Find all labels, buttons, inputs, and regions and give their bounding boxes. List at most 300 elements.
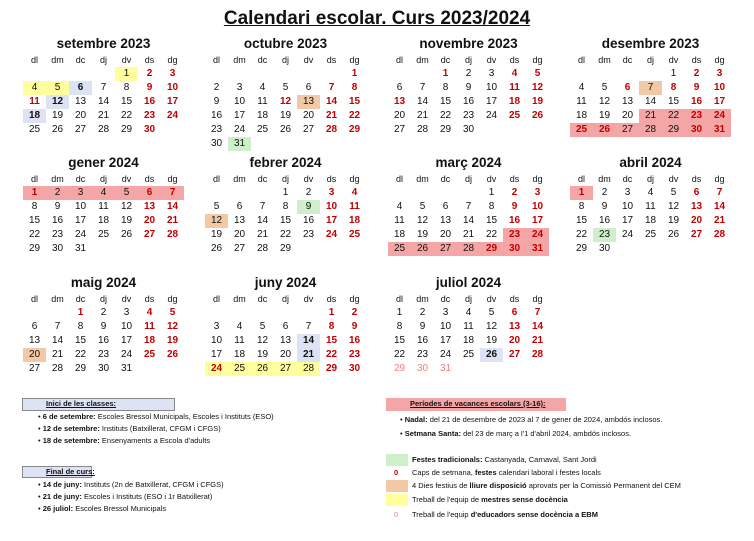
day-header: dv xyxy=(303,55,314,65)
day-cell: 19 xyxy=(256,349,269,360)
day-cell: 1 xyxy=(488,187,495,198)
day-header: ds xyxy=(144,294,155,304)
day-cell: 29 xyxy=(279,243,292,254)
day-cell: 18 xyxy=(348,215,361,226)
day-cell xyxy=(274,137,297,151)
day-cell: 21 xyxy=(51,349,64,360)
day-cell xyxy=(320,67,343,81)
day-cell: 10 xyxy=(210,335,223,346)
day-cell: 10 xyxy=(531,201,544,212)
day-cell: 24 xyxy=(166,110,179,121)
day-header: ds xyxy=(509,55,520,65)
day-header: dl xyxy=(577,55,585,65)
swatch-mestres xyxy=(386,494,408,506)
day-cell: 3 xyxy=(624,187,631,198)
day-cell: 26 xyxy=(51,124,64,135)
day-header: ds xyxy=(144,174,155,184)
day-cell: 11 xyxy=(645,201,656,212)
day-cell: 13 xyxy=(74,96,87,107)
day-cell: 8 xyxy=(442,82,449,93)
day-cell xyxy=(388,186,411,200)
day-cell: 22 xyxy=(485,229,498,240)
day-cell: 14 xyxy=(51,335,64,346)
day-cell: 13 xyxy=(28,335,41,346)
day-cell: 11 xyxy=(394,215,405,226)
day-cell: 5 xyxy=(213,201,220,212)
day-cell xyxy=(297,137,320,151)
legend-festes: Festes tradicionals: Castanyada, Carnaval, Sant Jordi xyxy=(412,455,597,464)
day-cell: 1 xyxy=(351,68,358,79)
day-cell: 22 xyxy=(393,349,406,360)
legend-caps-mark: 0 xyxy=(394,468,399,477)
day-cell: 18 xyxy=(233,349,246,360)
day-cell: 5 xyxy=(419,201,426,212)
day-cell: 9 xyxy=(54,201,61,212)
legend-item: • 6 de setembre: Escoles Bressol Municipals, Escoles i Instituts (ESO) xyxy=(38,412,274,421)
day-cell: 25 xyxy=(97,229,110,240)
day-cell xyxy=(434,186,457,200)
day-cell xyxy=(388,67,411,81)
day-cell: 12 xyxy=(205,214,228,228)
day-cell: 16 xyxy=(598,215,611,226)
day-cell: 15 xyxy=(74,335,87,346)
day-cell: 17 xyxy=(233,110,246,121)
day-cell: 21 xyxy=(416,110,429,121)
day-header: dc xyxy=(440,55,451,65)
day-cell: 12 xyxy=(46,95,69,109)
day-cell: 10 xyxy=(120,321,133,332)
day-cell: 30 xyxy=(143,124,156,135)
day-cell: 19 xyxy=(485,335,498,346)
day-cell: 22 xyxy=(74,349,87,360)
month-name: desembre 2023 xyxy=(601,36,700,51)
day-cell: 30 xyxy=(51,243,64,254)
day-cell xyxy=(274,306,297,320)
day-cell xyxy=(503,362,526,376)
day-cell: 30 xyxy=(462,124,475,135)
day-cell: 23 xyxy=(462,110,475,121)
day-cell: 18 xyxy=(575,110,588,121)
day-cell: 12 xyxy=(279,96,292,107)
day-cell: 16 xyxy=(508,215,521,226)
day-cell: 24 xyxy=(120,349,133,360)
day-cell: 10 xyxy=(621,201,634,212)
day-cell: 6 xyxy=(305,82,312,93)
day-cell: 25 xyxy=(644,229,657,240)
month-name: novembre 2023 xyxy=(419,36,518,51)
day-cell: 19 xyxy=(166,335,179,346)
day-cell xyxy=(205,186,228,200)
day-cell: 15 xyxy=(279,215,292,226)
day-cell: 10 xyxy=(713,82,726,93)
day-cell: 15 xyxy=(393,335,406,346)
day-cell: 9 xyxy=(297,200,320,214)
day-cell: 21 xyxy=(639,109,662,123)
day-header: dc xyxy=(75,294,86,304)
day-cell xyxy=(251,137,274,151)
day-header: dj xyxy=(646,174,654,184)
day-cell: 11 xyxy=(257,96,268,107)
legend-edu: Treball de l'equip d'educadors sense docència a EBM xyxy=(412,510,598,519)
day-cell: 3 xyxy=(534,187,541,198)
day-cell: 7 xyxy=(305,321,312,332)
day-cell: 18 xyxy=(508,96,521,107)
day-cell: 12 xyxy=(120,201,133,212)
day-cell: 8 xyxy=(670,82,677,93)
day-cell: 21 xyxy=(256,229,269,240)
legend-edu-mark: 0 xyxy=(394,510,399,519)
day-header: dj xyxy=(464,55,472,65)
day-cell: 23 xyxy=(416,349,429,360)
day-cell: 10 xyxy=(74,201,87,212)
day-cell: 28 xyxy=(51,363,64,374)
day-cell xyxy=(343,137,366,151)
day-header: dg xyxy=(349,294,360,304)
day-header: dg xyxy=(167,174,178,184)
day-cell: 28 xyxy=(256,243,269,254)
legend-inici-title: Inici de les classes: xyxy=(46,399,117,408)
day-header: dl xyxy=(577,174,585,184)
day-cell: 9 xyxy=(601,201,608,212)
day-cell: 8 xyxy=(396,321,403,332)
day-cell: 22 xyxy=(439,110,452,121)
legend-lliure: 4 Dies festius de lliure disposició aprovats per la Comissió Permanent del CEM xyxy=(412,481,681,490)
day-cell: 3 xyxy=(716,68,723,79)
day-cell: 25 xyxy=(143,349,156,360)
day-cell: 18 xyxy=(644,215,657,226)
day-cell xyxy=(297,242,320,256)
day-cell: 10 xyxy=(439,321,452,332)
day-cell: 14 xyxy=(97,96,110,107)
day-cell: 18 xyxy=(462,335,475,346)
day-cell xyxy=(297,306,320,320)
day-header: ds xyxy=(326,55,337,65)
day-cell: 26 xyxy=(279,124,292,135)
day-cell: 12 xyxy=(416,215,429,226)
day-cell: 13 xyxy=(508,321,521,332)
day-cell: 21 xyxy=(325,110,338,121)
day-cell xyxy=(503,123,526,137)
legend-item: • 14 de juny: Instituts (2n de Batxillerat, CFGM i CFGS) xyxy=(38,480,224,489)
month-5 xyxy=(205,154,366,256)
legend-item: • 18 de setembre: Ensenyaments a Escola d'adults xyxy=(38,436,211,445)
day-cell xyxy=(526,123,549,137)
day-cell: 9 xyxy=(511,201,518,212)
day-cell: 14 xyxy=(531,321,544,332)
day-cell xyxy=(46,67,69,81)
day-header: ds xyxy=(509,294,520,304)
day-cell: 16 xyxy=(416,335,429,346)
day-cell: 5 xyxy=(282,82,289,93)
day-cell: 8 xyxy=(351,82,358,93)
day-header: dg xyxy=(532,174,543,184)
day-cell: 25 xyxy=(228,362,251,376)
day-cell: 8 xyxy=(578,201,585,212)
day-cell: 19 xyxy=(279,110,292,121)
day-cell: 18 xyxy=(23,109,46,123)
legend-final-title: Final de curs: xyxy=(46,467,95,476)
day-cell: 30 xyxy=(598,243,611,254)
day-header: dc xyxy=(75,174,86,184)
day-cell: 9 xyxy=(351,321,358,332)
day-cell: 9 xyxy=(146,82,153,93)
day-cell: 30 xyxy=(416,363,429,374)
day-cell: 6 xyxy=(442,201,449,212)
legend-vac-title: Períodes de vacances escolars (3-16): xyxy=(410,399,546,408)
day-cell: 23 xyxy=(97,349,110,360)
day-header: dj xyxy=(99,174,107,184)
day-cell: 6 xyxy=(693,187,700,198)
day-cell: 4 xyxy=(146,307,153,318)
day-cell: 25 xyxy=(28,124,41,135)
day-header: dc xyxy=(257,55,268,65)
day-cell xyxy=(708,242,731,256)
day-cell: 31 xyxy=(526,242,549,256)
day-header: dm xyxy=(416,294,429,304)
day-cell: 26 xyxy=(166,349,179,360)
month-0 xyxy=(23,35,184,137)
day-cell: 25 xyxy=(348,229,361,240)
day-header: dv xyxy=(668,174,679,184)
legend-caps: Caps de setmana, festes calendari laboral i festes locals xyxy=(412,468,601,477)
day-cell: 18 xyxy=(256,110,269,121)
day-cell: 5 xyxy=(259,321,266,332)
day-header: dl xyxy=(212,174,220,184)
day-cell: 26 xyxy=(667,229,680,240)
day-cell: 22 xyxy=(279,229,292,240)
day-header: dl xyxy=(30,174,38,184)
day-cell: 12 xyxy=(485,321,498,332)
day-cell: 11 xyxy=(349,201,360,212)
day-cell xyxy=(639,67,662,81)
day-cell: 6 xyxy=(396,82,403,93)
day-cell: 23 xyxy=(143,110,156,121)
day-cell: 8 xyxy=(488,201,495,212)
day-cell: 16 xyxy=(302,215,315,226)
day-cell: 25 xyxy=(256,124,269,135)
day-cell: 1 xyxy=(570,186,593,200)
day-cell: 25 xyxy=(462,349,475,360)
day-header: dg xyxy=(532,294,543,304)
day-cell: 1 xyxy=(115,67,138,81)
day-cell: 3 xyxy=(488,68,495,79)
day-cell: 1 xyxy=(396,307,403,318)
day-cell: 10 xyxy=(233,96,246,107)
day-cell: 23 xyxy=(210,124,223,135)
day-header: dl xyxy=(30,294,38,304)
day-header: dg xyxy=(532,55,543,65)
month-name: maig 2024 xyxy=(70,275,137,290)
day-cell: 28 xyxy=(457,242,480,256)
day-cell: 3 xyxy=(123,307,130,318)
day-cell: 6 xyxy=(31,321,38,332)
day-cell: 26 xyxy=(480,348,503,362)
day-header: dc xyxy=(622,174,633,184)
day-cell: 27 xyxy=(28,363,41,374)
day-cell: 3 xyxy=(213,321,220,332)
day-cell xyxy=(251,67,274,81)
day-cell xyxy=(457,362,480,376)
day-header: dj xyxy=(281,294,289,304)
day-cell: 5 xyxy=(534,68,541,79)
day-cell xyxy=(251,186,274,200)
day-cell: 4 xyxy=(511,68,518,79)
day-header: dc xyxy=(622,55,633,65)
day-cell: 23 xyxy=(51,229,64,240)
day-cell: 12 xyxy=(166,321,179,332)
day-cell: 7 xyxy=(161,186,184,200)
day-cell: 8 xyxy=(77,321,84,332)
day-cell: 16 xyxy=(690,96,703,107)
day-cell: 22 xyxy=(325,349,338,360)
day-header: dm xyxy=(233,55,246,65)
day-cell: 14 xyxy=(297,334,320,348)
day-cell: 4 xyxy=(92,186,115,200)
day-cell: 13 xyxy=(233,215,246,226)
day-cell: 24 xyxy=(205,362,228,376)
day-cell: 24 xyxy=(325,229,338,240)
day-cell: 7 xyxy=(716,187,723,198)
day-header: dj xyxy=(464,174,472,184)
day-cell xyxy=(480,123,503,137)
day-header: dv xyxy=(486,55,497,65)
day-cell xyxy=(161,242,184,256)
day-cell: 21 xyxy=(713,215,726,226)
day-cell: 12 xyxy=(256,335,269,346)
day-cell: 6 xyxy=(511,307,518,318)
day-cell: 26 xyxy=(411,242,434,256)
day-cell: 9 xyxy=(465,82,472,93)
day-header: ds xyxy=(326,174,337,184)
day-header: dg xyxy=(167,294,178,304)
day-cell: 17 xyxy=(531,215,544,226)
day-cell: 20 xyxy=(23,348,46,362)
month-name: octubre 2023 xyxy=(243,36,328,51)
day-cell: 5 xyxy=(488,307,495,318)
day-cell: 2 xyxy=(351,307,358,318)
day-cell: 30 xyxy=(503,242,526,256)
day-header: dj xyxy=(646,55,654,65)
day-cell: 2 xyxy=(465,68,472,79)
day-cell xyxy=(343,242,366,256)
day-cell xyxy=(228,186,251,200)
day-cell: 24 xyxy=(485,110,498,121)
legend-item: • Setmana Santa: del 23 de març a l'1 d'abril 2024, ambdós inclosos. xyxy=(400,429,632,438)
day-header: dj xyxy=(464,294,472,304)
day-cell: 1 xyxy=(328,307,335,318)
day-cell: 2 xyxy=(601,187,608,198)
day-cell: 8 xyxy=(123,82,130,93)
day-cell: 11 xyxy=(509,82,520,93)
day-cell: 29 xyxy=(662,123,685,137)
day-cell: 11 xyxy=(144,321,155,332)
day-cell: 30 xyxy=(685,123,708,137)
day-cell: 16 xyxy=(348,335,361,346)
day-cell: 13 xyxy=(297,95,320,109)
day-cell: 31 xyxy=(74,243,87,254)
day-cell: 14 xyxy=(325,96,338,107)
day-cell: 21 xyxy=(531,335,544,346)
day-cell xyxy=(161,123,184,137)
day-cell xyxy=(23,306,46,320)
day-cell: 17 xyxy=(210,349,223,360)
day-cell: 2 xyxy=(693,68,700,79)
legend-inici-list xyxy=(38,411,274,447)
day-cell: 26 xyxy=(120,229,133,240)
day-cell: 26 xyxy=(251,362,274,376)
day-cell: 2 xyxy=(419,307,426,318)
day-cell: 29 xyxy=(348,124,361,135)
day-cell: 20 xyxy=(621,110,634,121)
day-cell: 6 xyxy=(282,321,289,332)
day-cell: 12 xyxy=(598,96,611,107)
day-cell xyxy=(115,242,138,256)
day-cell: 17 xyxy=(439,335,452,346)
day-cell: 16 xyxy=(97,335,110,346)
day-header: dv xyxy=(121,294,132,304)
day-cell: 14 xyxy=(166,201,179,212)
day-cell: 17 xyxy=(166,96,179,107)
day-cell: 24 xyxy=(526,228,549,242)
day-cell: 27 xyxy=(434,242,457,256)
day-header: dg xyxy=(714,174,725,184)
day-cell: 11 xyxy=(463,321,474,332)
day-cell xyxy=(46,306,69,320)
day-cell: 15 xyxy=(667,96,680,107)
day-cell: 24 xyxy=(621,229,634,240)
day-header: dl xyxy=(395,174,403,184)
day-header: dv xyxy=(121,55,132,65)
day-cell: 3 xyxy=(328,187,335,198)
day-cell: 28 xyxy=(325,124,338,135)
day-cell: 31 xyxy=(120,363,133,374)
day-cell: 5 xyxy=(115,186,138,200)
day-cell: 3 xyxy=(442,307,449,318)
day-cell xyxy=(411,186,434,200)
day-cell: 13 xyxy=(690,201,703,212)
day-cell: 4 xyxy=(23,81,46,95)
day-cell: 8 xyxy=(328,321,335,332)
day-cell: 1 xyxy=(282,187,289,198)
day-cell: 18 xyxy=(97,215,110,226)
day-cell: 1 xyxy=(670,68,677,79)
month-3 xyxy=(570,35,731,137)
day-cell: 19 xyxy=(598,110,611,121)
day-cell: 14 xyxy=(713,201,726,212)
day-cell: 1 xyxy=(77,307,84,318)
day-cell xyxy=(526,362,549,376)
day-cell: 3 xyxy=(236,82,243,93)
day-cell: 27 xyxy=(274,362,297,376)
day-cell: 14 xyxy=(462,215,475,226)
day-cell: 7 xyxy=(259,201,266,212)
day-cell: 21 xyxy=(166,215,179,226)
day-cell xyxy=(92,67,115,81)
day-cell: 3 xyxy=(69,186,92,200)
day-cell: 4 xyxy=(236,321,243,332)
day-cell: 5 xyxy=(169,307,176,318)
day-cell: 4 xyxy=(396,201,403,212)
day-cell: 28 xyxy=(166,229,179,240)
day-cell: 16 xyxy=(210,110,223,121)
day-cell: 7 xyxy=(465,201,472,212)
day-header: dc xyxy=(440,174,451,184)
month-6 xyxy=(388,154,549,256)
day-cell: 20 xyxy=(393,110,406,121)
day-cell: 11 xyxy=(576,96,587,107)
day-cell: 2 xyxy=(46,186,69,200)
day-cell: 17 xyxy=(120,335,133,346)
